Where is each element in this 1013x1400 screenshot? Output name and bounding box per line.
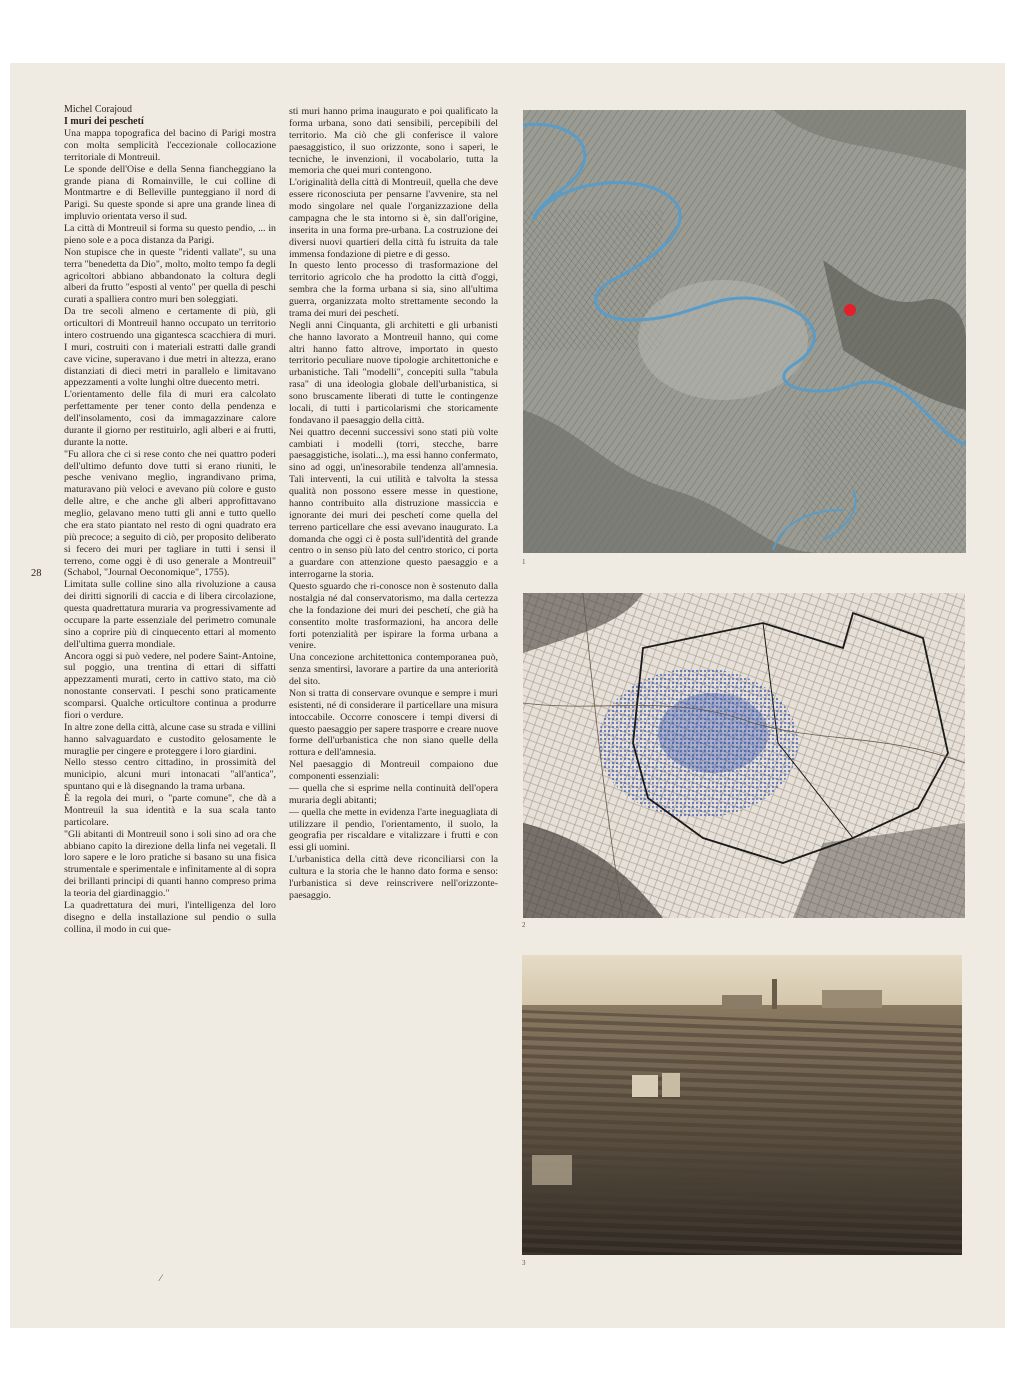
figure-1-topographic-map (523, 110, 966, 553)
paragraph: Una mappa topografica del bacino di Parigi mostra con molta semplicità l'eccezionale collocazione territoriale di Montreuil. (64, 128, 276, 163)
paragraph: Non stupisce che in queste "ridenti vallate", su una terra "benedetta da Dio", molto, molto tempo fa degli agricoltori abbiano abbandonato la coltura degli alberi da frutto "esposti al vento" per quella di peschi curati a spalliera contro muri ben soleggiati. (64, 246, 276, 306)
paragraph: In altre zone della città, alcune case su strada e villini hanno salvaguardato e custodito gelosamente le muraglie per cingere e proteggere i loro giardini. (64, 721, 276, 757)
paragraph: La quadrettatura dei muri, l'intelligenza del loro disegno e della installazione sul pendio o sulla collina, il modo in cui que- (64, 899, 276, 935)
column-1-body (64, 128, 276, 936)
figure-1-number: 1 (522, 558, 526, 566)
margin-mark: ⁄ (160, 1273, 162, 1283)
paragraph: Da tre secoli almeno e certamente di più, gli orticultori di Montreuil hanno occupato un territorio intero costruendo una gigantesca scacchiera di muri. I muri, costruiti con i materiali estratti dalle grandi cave vicine, superavano i due metri in altezza, erano distanziati di dieci metri in parallelo e limitavano appezzamenti a volte lunghi oltre duecento metri. (64, 306, 276, 389)
paragraph: "Gli abitanti di Montreuil sono i soli sino ad ora che abbiano capito la direzione della linfa nei vegetali. Il loro sapere e le loro pratiche si basano su una fisica strumentale e sperimentale e infinitamente al di sopra dei brillanti principi di quanti hanno compreso prima la teoria del giardinaggio." (64, 828, 276, 899)
paragraph: Nel paesaggio di Montreuil compaiono due componenti essenziali: (289, 759, 498, 782)
paragraph: Nei quattro decenni successivi sono stati più volte cambiati i modelli (torri, stecche, barre paesaggistiche, isolati...), ma essi hanno confermato, sino ad oggi, un'inesorabile tendenza all'amnesia. Tali interventi, la cui utilità e talvolta la stessa qualità non possono essere messe in questione, hanno contribuito alla distruzione massiccia e ignorante dei muri dei peschetí come quella del terreno particellare che essi avevano inaugurato. La domanda che oggi ci è posta sull'identità del grande centro o in senso più lato del centro storico, ci porta a guardare con attenzione questo paesaggio e a interrogarne la storia. (289, 426, 498, 581)
paragraph: Negli anni Cinquanta, gli architetti e gli urbanisti che hanno lavorato a Montreuil hanno, qui come altri hanno fatto altrove, importato in questo territorio peculiare nuove tipologie architettoniche e urbanistiche. Tali "modelli", concepiti sulla "tabula rasa" di una ideologia globale dell'urbanistica, si sono bruscamente liberati di tutte le contingenze locali, di tutti i particolarismi che storicamente fondavano il paesaggio della città. (289, 319, 498, 426)
paragraph: L'orientamento delle fila di muri era calcolato perfettamente per tener conto della pendenza e dell'insolamento, così da immagazzinare calore durante il giorno per restituirlo, agli alberi e ai frutti, durante la notte. (64, 389, 276, 448)
paragraph: L'originalità della città di Montreuil, quella che deve essere riconosciuta per pensarne l'avvenire, sta nel modo singolare nel quale l'organizzazione della campagna che le sta intorno si è, sin dall'origine, inserita in una forma pre-urbana. La costruzione dei diversi nuovi quartieri della città fu istruita da tale immensa fondazione di pietre e di gesso. (289, 177, 498, 260)
paragraph: "Fu allora che ci si rese conto che nei quattro poderi dell'ultimo defunto dove tutti si erano riuniti, le pesche venivano meglio, ingrandivano prima, maturavano più veloci e avevano più colore e gusto delle altre, e che anche gli alberi approfittavano meglio, gelavano meno tutti gli anni e tutto quello che era stato piantato nel resto di ogni quadrato era più precoce; a seguito di ciò, per proposito deliberato si fecero dei muri per tagliare in tutti i sensi il terreno, come oggi è di uso generale a Montreuil" (Schabol, "Journal Oeconomique", 1755). (64, 448, 276, 579)
paragraph: È la regola dei muri, o "parte comune", che dà a Montreuil la sua identità e la sua scala tanto particolare. (64, 793, 276, 828)
column-2-body (289, 106, 498, 902)
paragraph: Le sponde dell'Oise e della Senna fiancheggiano la grande piana di Romainville, le cui colline di Montmartre e di Belleville punteggiano il nord di Parigi. Su queste sponde si apre una grande linea di impluvio orientata verso il sud. (64, 163, 276, 223)
paragraph: Una concezione architettonica contemporanea può, senza smentirsi, lavorare a partire da una anteriorità del sito. (289, 652, 498, 687)
text-column-2 (289, 106, 498, 902)
page-number: 28 (31, 568, 42, 579)
author: Michel Corajoud (64, 104, 133, 115)
paragraph: Non si tratta di conservare ovunque e sempre i muri esistenti, né di considerare il particellare una misura intoccabile. Occorre conoscere i tempi diversi di questo paesaggio per sapere trasporre e creare nuove forme dell'urbanistica che non siano quelle della rottura e dell'amnesia. (289, 687, 498, 759)
paragraph: La città di Montreuil si forma su questo pendio, ... in pieno sole e a poca distanza da Parigi. (64, 223, 276, 246)
page (10, 63, 1005, 1328)
text-column-1 (64, 104, 276, 936)
paragraph: sti muri hanno prima inaugurato e poi qualificato la forma urbana, sono dati sensibili, percepibili del territorio. Ma ciò che gli conferisce il valore paesaggistico, il suo orizzonte, sono i saperi, le tecniche, le invenzioni, il vocabolario, tutta la memoria che quei muri contengono. (289, 106, 498, 177)
figure-2-number: 2 (522, 921, 526, 929)
paragraph: — quella che mette in evidenza l'arte ineguagliata di utilizzare il pendio, l'orientamento, il suolo, la geografia per riscaldare e vitalizzare i frutti e con essi gli uomini. (289, 806, 498, 854)
paragraph: Limitata sulle colline sino alla rivoluzione a causa dei diritti signorili di caccia e di libera circolazione, questa quadrettatura muraria va progressivamente ad occupare la parte essenziale del perimetro comunale sino a coprire più di cinquecento ettari al momento dell'ultima guerra mondiale. (64, 579, 276, 650)
paragraph: Ancora oggi si può vedere, nel podere Saint-Antoine, sul poggio, una trentina di ettari di siffatti appezzamenti murati, certo in cattivo stato, ma ciò nonostante conservati. I peschi sono praticamente scomparsi. Qualche orticultore continua a produrre fiori o verdure. (64, 650, 276, 721)
paragraph: In questo lento processo di trasformazione del territorio agricolo che ha prodotto la città d'oggi, sembra che la forma urbana si sia, sino all'ultima guerra, organizzata molto strettamente secondo la trama dei muri dei peschetí. (289, 260, 498, 319)
figure-2-cadastral-map (523, 593, 965, 918)
paragraph: Nello stesso centro cittadino, in prossimità del municipio, alcuni muri intonacati "all'antica", spuntano qui e là disegnando la trama urbana. (64, 757, 276, 793)
article-title: I muri dei peschetí (64, 116, 144, 127)
figure-3-photograph (522, 955, 962, 1255)
figure-3-number: 3 (522, 1259, 526, 1267)
paragraph: L'urbanistica della città deve riconciliarsi con la cultura e la storia che le hanno dato forma e senso: l'urbanistica si deve reinscrivere nell'orizzonte-paesaggio. (289, 854, 498, 901)
paragraph: — quella che si esprime nella continuità dell'opera muraria degli abitanti; (289, 782, 498, 806)
paragraph: Questo sguardo che ri-conosce non è sostenuto dalla nostalgia né dal conservatorismo, ma dalla certezza che la fondazione dei muri dei peschetí, che già ha consentito molte trasformazioni, ha ancora delle forti potenzialità per ispirare la forma urbana a venire. (289, 581, 498, 652)
